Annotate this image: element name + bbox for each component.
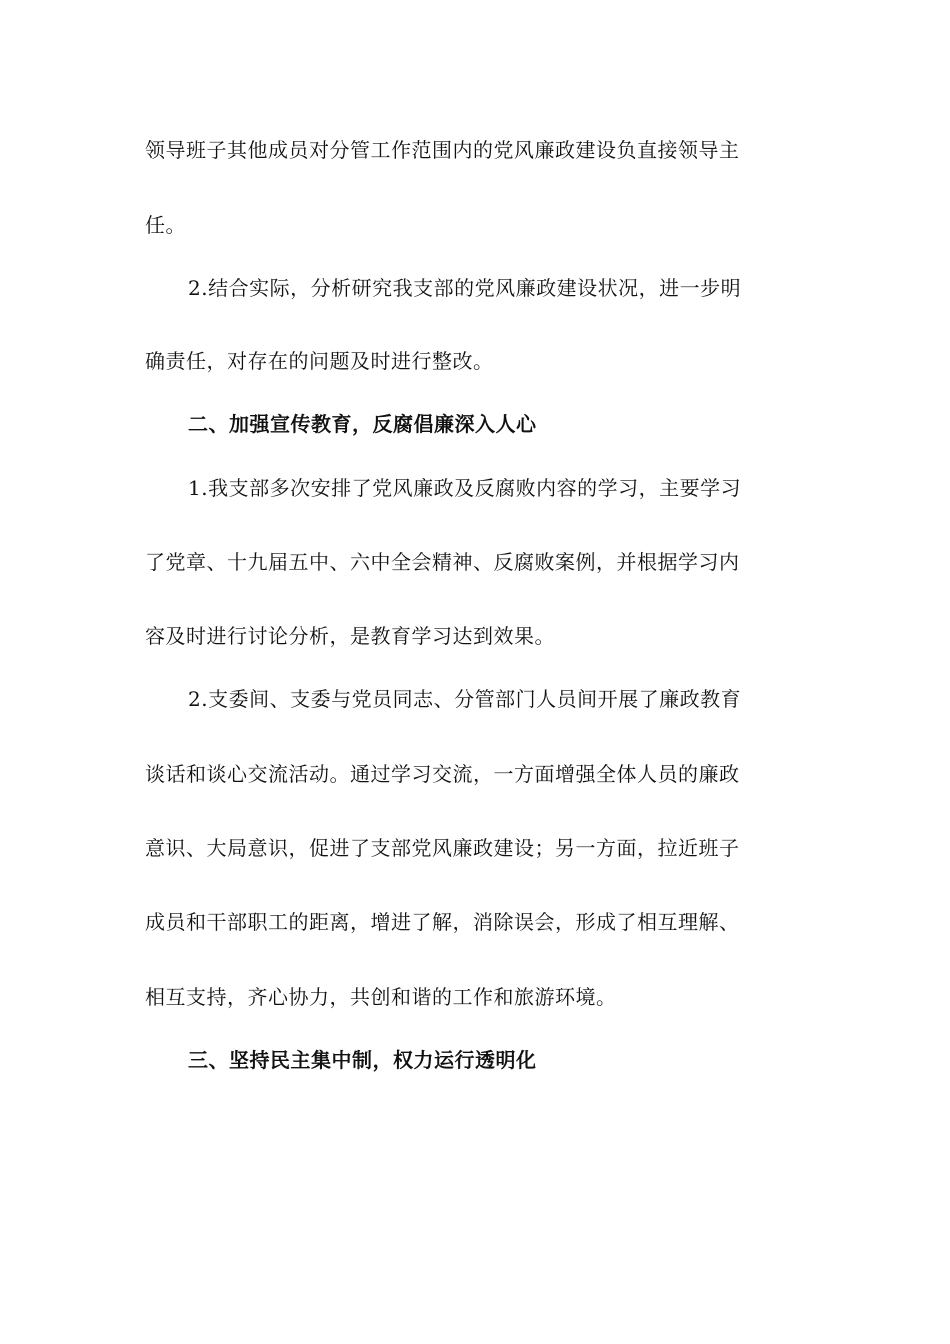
paragraph-line: 2.结合实际，分析研究我支部的党风廉政建设状况，进一步明 (188, 276, 742, 300)
paragraph-line: 容及时进行讨论分析，是教育学习达到效果。 (145, 624, 555, 648)
paragraph-line: 领导班子其他成员对分管工作范围内的党风廉政建设负直接领导主 (145, 138, 740, 162)
paragraph-line: 谈话和谈心交流活动。通过学习交流，一方面增强全体人员的廉政 (145, 762, 740, 786)
paragraph-line: 意识、大局意识，促进了支部党风廉政建设；另一方面，拉近班子 (145, 836, 740, 860)
paragraph-line: 相互支持，齐心协力，共创和谐的工作和旅游环境。 (145, 985, 617, 1009)
paragraph-line: 1.我支部多次安排了党风廉政及反腐败内容的学习，主要学习 (188, 476, 742, 500)
paragraph-line: 任。 (145, 213, 186, 237)
section-heading: 二、加强宣传教育，反腐倡廉深入人心 (188, 412, 537, 436)
paragraph-line: 了党章、十九届五中、六中全会精神、反腐败案例，并根据学习内 (145, 550, 740, 574)
paragraph-line: 成员和干部职工的距离，增进了解，消除误会，形成了相互理解、 (145, 910, 740, 934)
paragraph-line: 确责任，对存在的问题及时进行整改。 (145, 349, 494, 373)
section-heading: 三、坚持民主集中制，权力运行透明化 (188, 1048, 537, 1072)
paragraph-line: 2.支委间、支委与党员同志、分管部门人员间开展了廉政教育 (188, 687, 742, 711)
